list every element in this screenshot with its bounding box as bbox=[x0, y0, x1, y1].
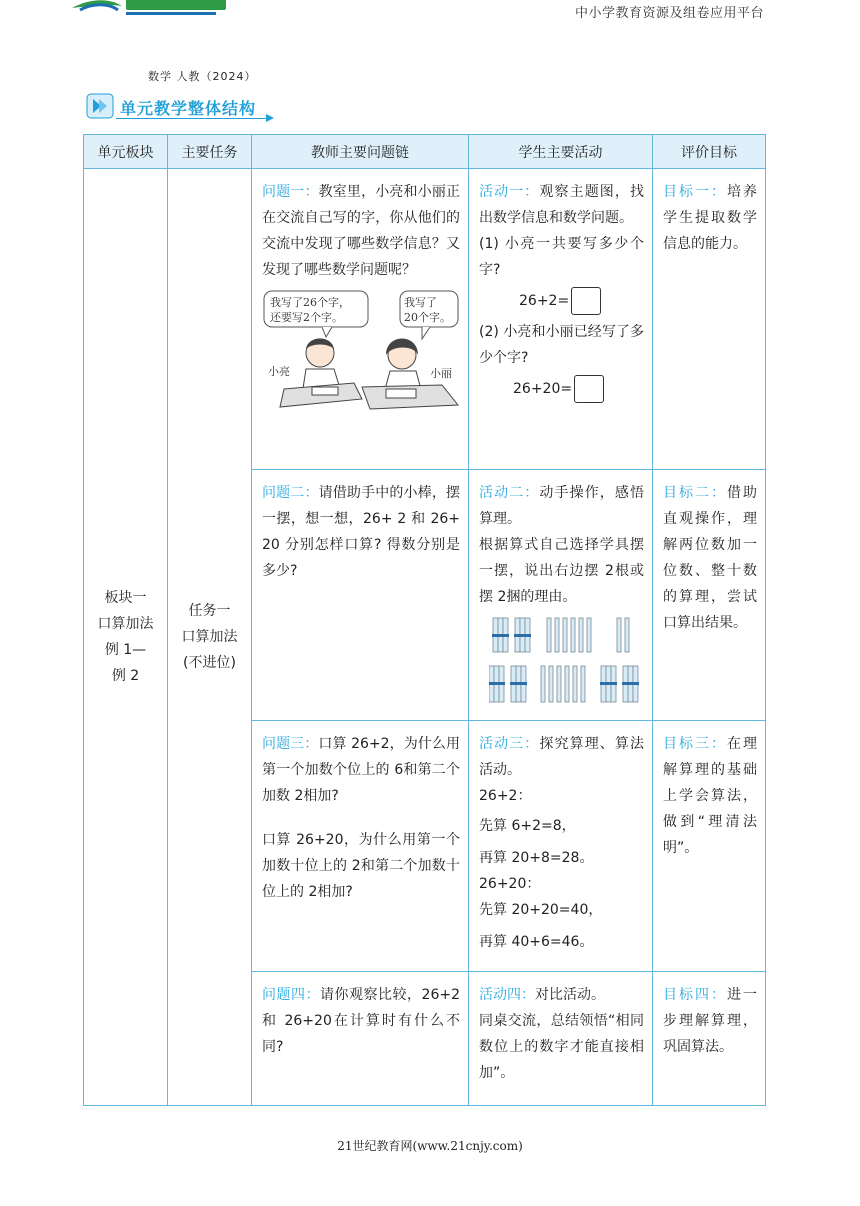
header-student-activity: 学生主要活动 bbox=[469, 135, 653, 169]
table-row bbox=[84, 169, 766, 470]
goal-body: 培养学生提取数学信息的能力。 bbox=[663, 184, 757, 252]
bubble-left-line: 我写了26个字， bbox=[270, 296, 350, 309]
task-cell bbox=[168, 169, 252, 1106]
question-text bbox=[252, 470, 468, 590]
activity-text bbox=[469, 972, 652, 1092]
goal-body: 借助直观操作，理解两位数加一位数、整十数的算理，尝试口算出结果。 bbox=[663, 485, 757, 631]
equation-line bbox=[479, 287, 644, 315]
block-cell bbox=[84, 169, 168, 1106]
question-cell bbox=[252, 470, 469, 721]
goal-cell bbox=[653, 721, 766, 972]
classroom-illustration bbox=[262, 289, 462, 417]
answer-box[interactable] bbox=[571, 287, 601, 315]
block-line: 例 2 bbox=[111, 668, 140, 684]
goal-text bbox=[653, 721, 765, 867]
goal-cell bbox=[653, 972, 766, 1106]
table-header-row bbox=[84, 135, 766, 169]
subject-label: 数学 人教（2024） bbox=[148, 70, 257, 83]
header-evaluation-goal: 评价目标 bbox=[653, 135, 766, 169]
activity-label: 活动三： bbox=[479, 736, 540, 752]
block-line: 板块一 bbox=[104, 590, 147, 606]
equation: 26+2= bbox=[519, 293, 570, 309]
activity-text bbox=[469, 169, 652, 413]
question-cell bbox=[252, 721, 469, 972]
question-cell bbox=[252, 972, 469, 1106]
block-line: 例 1— bbox=[104, 642, 147, 658]
question-label: 问题四： bbox=[262, 987, 321, 1003]
answer-box[interactable] bbox=[574, 375, 604, 403]
sticks-illustration bbox=[489, 616, 649, 708]
goal-body: 在理解算理的基础上学会算法，做到“理清法明”。 bbox=[663, 736, 757, 856]
calc-line: 26+20： bbox=[479, 876, 541, 892]
platform-name: 中小学教育资源及组卷应用平台 bbox=[574, 6, 764, 21]
goal-text bbox=[653, 972, 765, 1066]
task-line: 口算加法 bbox=[181, 629, 238, 645]
activity-item: (2) 小亮和小丽已经写了多少个字? bbox=[479, 324, 644, 366]
page-footer: 21世纪教育网(www.21cnjy.com) bbox=[337, 1139, 523, 1153]
section-heading bbox=[86, 92, 276, 122]
goal-label: 目标二： bbox=[663, 485, 727, 501]
name-xiaoli: 小丽 bbox=[430, 367, 452, 380]
top-bar bbox=[0, 0, 860, 24]
question-label: 问题三： bbox=[262, 736, 319, 752]
bubble-left-line: 还要写2个字。 bbox=[270, 311, 343, 324]
calc-line: 26+2： bbox=[479, 788, 532, 804]
activity-cell bbox=[469, 169, 653, 470]
goal-cell bbox=[653, 470, 766, 721]
question-body: 口算 26+2，为什么用第一个加数个位上的 6和第二个加数 2相加? bbox=[262, 736, 461, 804]
activity-cell bbox=[469, 972, 653, 1106]
activity-label: 活动二： bbox=[479, 485, 540, 501]
activity-body: 动手操作，感悟算理。 bbox=[479, 485, 645, 527]
activity-detail: 同桌交流，总结领悟“相同数位上的数字才能直接相加”。 bbox=[479, 1013, 644, 1081]
activity-body: 观察主题图，找出数学信息和数学问题。 bbox=[479, 184, 645, 226]
activity-cell bbox=[469, 721, 653, 972]
section-title: 单元教学整体结构 bbox=[120, 99, 257, 118]
question-text bbox=[252, 169, 468, 289]
section-underline bbox=[116, 118, 268, 119]
bubble-right-line: 20个字。 bbox=[404, 311, 451, 324]
header-block: 单元板块 bbox=[84, 135, 168, 169]
activity-cell bbox=[469, 470, 653, 721]
question-label: 问题二： bbox=[262, 485, 319, 501]
activity-text bbox=[469, 721, 652, 961]
goal-text bbox=[653, 169, 765, 263]
calc-line: 先算 6+2=8， bbox=[479, 818, 576, 834]
activity-label: 活动一： bbox=[479, 184, 540, 200]
question-text bbox=[252, 972, 468, 1066]
question-body: 教室里，小亮和小丽正在交流自己写的字，你从他们的交流中发现了哪些数学信息？又发现了哪些数学问题呢？ bbox=[262, 184, 461, 278]
block-line: 口算加法 bbox=[97, 616, 154, 632]
question-body-2: 口算 26+20，为什么用第一个加数十位上的 2和第二个加数十位上的 2相加? bbox=[262, 832, 460, 900]
calc-line: 再算 20+8=28。 bbox=[479, 850, 594, 866]
equation-line bbox=[479, 375, 644, 403]
calc-line: 先算 20+20=40， bbox=[479, 902, 603, 918]
activity-item: (1) 小亮一共要写多少个字? bbox=[479, 236, 644, 278]
goal-body: 进一步理解算理，巩固算法。 bbox=[663, 987, 757, 1055]
goal-label: 目标三： bbox=[663, 736, 727, 752]
calc-line: 再算 40+6=46。 bbox=[479, 934, 594, 950]
name-xiaoliang: 小亮 bbox=[268, 365, 290, 378]
play-arrow-icon bbox=[86, 92, 116, 120]
question-cell bbox=[252, 169, 469, 470]
question-text bbox=[252, 721, 468, 911]
goal-text bbox=[653, 470, 765, 642]
header-question-chain: 教师主要问题链 bbox=[252, 135, 469, 169]
site-logo-icon bbox=[70, 0, 240, 18]
goal-label: 目标一： bbox=[663, 184, 727, 200]
bubble-right-line: 我写了 bbox=[404, 296, 437, 309]
question-label: 问题一： bbox=[262, 184, 319, 200]
question-body: 请你观察比较，26+2和 26+20在计算时有什么不同? bbox=[262, 987, 461, 1055]
activity-body: 对比活动。 bbox=[535, 987, 605, 1003]
activity-detail: 根据算式自己选择学具摆一摆，说出右边摆 2根或摆 2捆的理由。 bbox=[479, 537, 644, 605]
header-task: 主要任务 bbox=[168, 135, 252, 169]
task-line: 任务一 bbox=[188, 603, 231, 619]
task-line: (不进位) bbox=[183, 655, 236, 671]
section-underline-arrow bbox=[266, 114, 274, 122]
activity-label: 活动四： bbox=[479, 987, 535, 1003]
question-body: 请借助手中的小棒，摆一摆，想一想，26+ 2 和 26+ 20 分别怎样口算? 得数分别是多少? bbox=[262, 485, 461, 579]
activity-text bbox=[469, 470, 652, 616]
goal-label: 目标四： bbox=[663, 987, 727, 1003]
equation: 26+20= bbox=[513, 381, 573, 397]
structure-table bbox=[83, 134, 766, 1106]
activity-body: 探究算理、算法活动。 bbox=[479, 736, 645, 778]
goal-cell bbox=[653, 169, 766, 470]
